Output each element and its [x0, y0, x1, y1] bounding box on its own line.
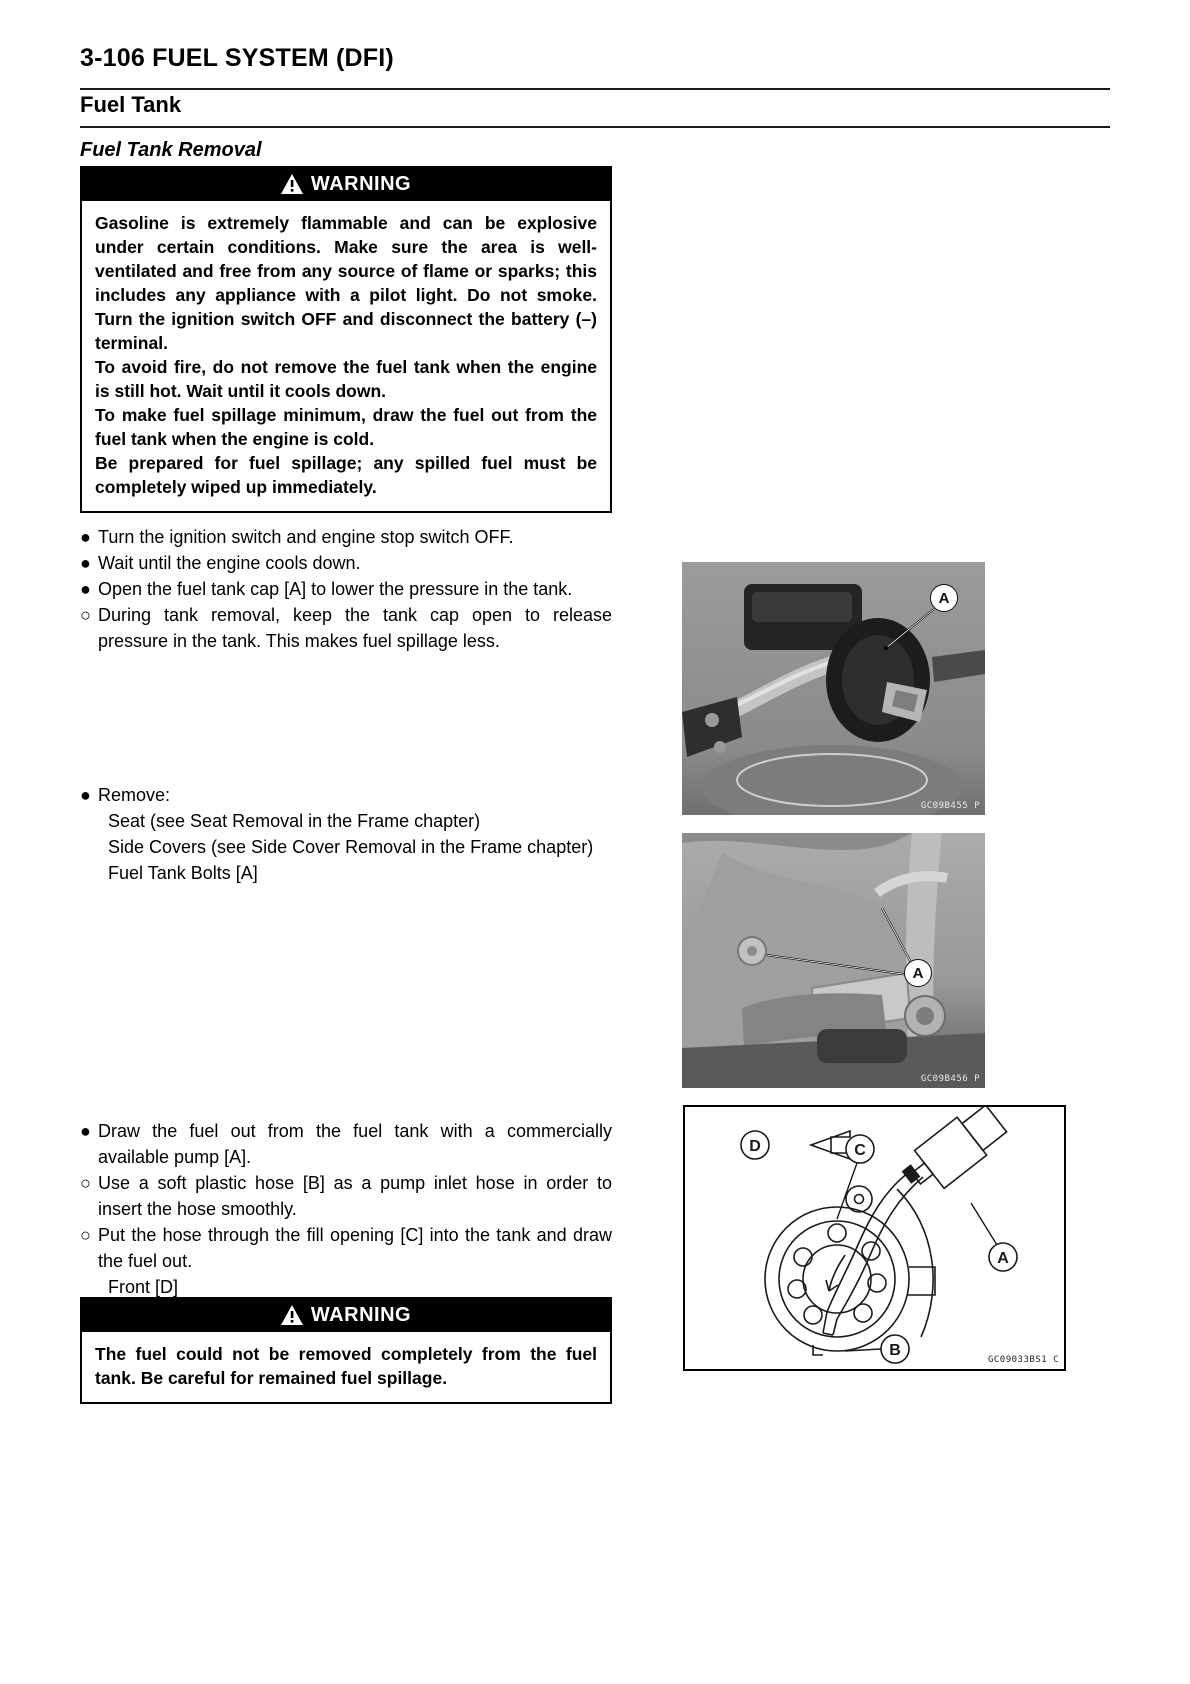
tank-bracket-photo-illustration: [682, 833, 985, 1088]
label-D: D: [749, 1138, 761, 1155]
remove-item: Seat (see Seat Removal in the Frame chapter): [108, 811, 481, 831]
step-text: Front [D]: [108, 1277, 179, 1297]
bullet-marker: ○: [80, 1225, 91, 1245]
bullet-marker: ●: [80, 527, 91, 547]
bullet-marker: ○: [80, 605, 91, 625]
warning-header: [81, 167, 611, 201]
step-text: Use a soft plastic hose [B] as a pump inlet hose in order to insert the hose smoothly.: [98, 1173, 612, 1219]
bullet-marker: ●: [80, 553, 91, 573]
step-item: [80, 1170, 612, 1222]
procedure-steps-1: [80, 524, 612, 654]
figure-fuel-tank-bolts-photo: [682, 833, 985, 1088]
figure-fuel-draw-diagram: [683, 1105, 1066, 1371]
section-title: Fuel Tank: [80, 92, 182, 117]
warning-label: WARNING: [310, 172, 412, 195]
header-divider: [80, 88, 1110, 90]
step-item: [80, 524, 612, 550]
front-arrow-icon: [811, 1131, 850, 1159]
bullet-marker: ●: [80, 579, 91, 599]
label-A: A: [930, 584, 958, 612]
page-title: 3-106 FUEL SYSTEM (DFI): [80, 44, 394, 72]
step-text: Draw the fuel out from the fuel tank with a commercially available pump [A].: [98, 1121, 612, 1167]
warning-box-2: [80, 1297, 612, 1404]
bullet-marker: ●: [80, 1121, 91, 1141]
step-item: [80, 576, 612, 602]
remove-sub-items: [80, 808, 640, 886]
remove-item: Side Covers (see Side Cover Removal in the Frame chapter): [108, 837, 594, 857]
warning-box-1: [80, 166, 612, 513]
figure-code: GC09B455 P: [920, 801, 980, 811]
warning-paragraph: To avoid fire, do not remove the fuel tank when the engine is still hot. Wait until it cools down.: [95, 357, 597, 401]
step-item: [80, 1118, 612, 1170]
step-item: [80, 782, 612, 808]
step-item: [80, 602, 612, 654]
step-text: Wait until the engine cools down.: [98, 553, 361, 573]
remove-step-block: [80, 782, 612, 886]
remove-item: Fuel Tank Bolts [A]: [108, 863, 258, 883]
step-text: Remove:: [98, 785, 171, 805]
subsection-title: Fuel Tank Removal: [80, 139, 262, 161]
label-C: C: [854, 1142, 866, 1159]
warning-header: [81, 1298, 611, 1332]
step-text: Open the fuel tank cap [A] to lower the pressure in the tank.: [98, 579, 573, 599]
figure-fuel-tank-cap-photo: [682, 562, 985, 815]
figure-code: GC09B456 P: [920, 1074, 980, 1084]
warning-body: [82, 201, 610, 511]
bullet-marker: ●: [80, 785, 91, 805]
warning-paragraph: Be prepared for fuel spillage; any spilled fuel must be completely wiped up immediately.: [95, 453, 597, 497]
warning-body: [82, 1332, 610, 1402]
step-text: Turn the ignition switch and engine stop switch OFF.: [98, 527, 514, 547]
label-A: A: [997, 1250, 1009, 1267]
warning-label: WARNING: [310, 1303, 412, 1326]
label-B: B: [889, 1342, 901, 1359]
warning-paragraph: The fuel could not be removed completely from the fuel tank. Be careful for remained fuel spillage.: [95, 1344, 597, 1388]
warning-triangle-icon: [281, 1305, 303, 1325]
step-item: [80, 550, 612, 576]
figure-code: GC09033BS1 C: [987, 1355, 1059, 1365]
step-text: During tank removal, keep the tank cap open to release pressure in the tank. This makes fuel spillage less.: [98, 605, 612, 651]
label-A: A: [904, 959, 932, 987]
fuel-pump-diagram-illustration: [685, 1107, 1064, 1369]
procedure-steps-2: [80, 1118, 612, 1300]
step-item: [80, 1222, 612, 1274]
step-text: Put the hose through the fill opening [C] into the tank and draw the fuel out.: [98, 1225, 612, 1271]
warning-triangle-icon: [281, 174, 303, 194]
section-divider: [80, 126, 1110, 128]
warning-paragraph: To make fuel spillage minimum, draw the fuel out from the fuel tank when the engine is cold.: [95, 405, 597, 449]
warning-paragraph: Gasoline is extremely flammable and can be explosive under certain conditions. Make sure the area is well-ventilated and free from any source of flame or sparks; this includes any appliance with a pilot light. Do not smoke. Turn the ignition switch OFF and disconnect the battery (–) terminal.: [95, 213, 597, 353]
bullet-marker: ○: [80, 1173, 91, 1193]
